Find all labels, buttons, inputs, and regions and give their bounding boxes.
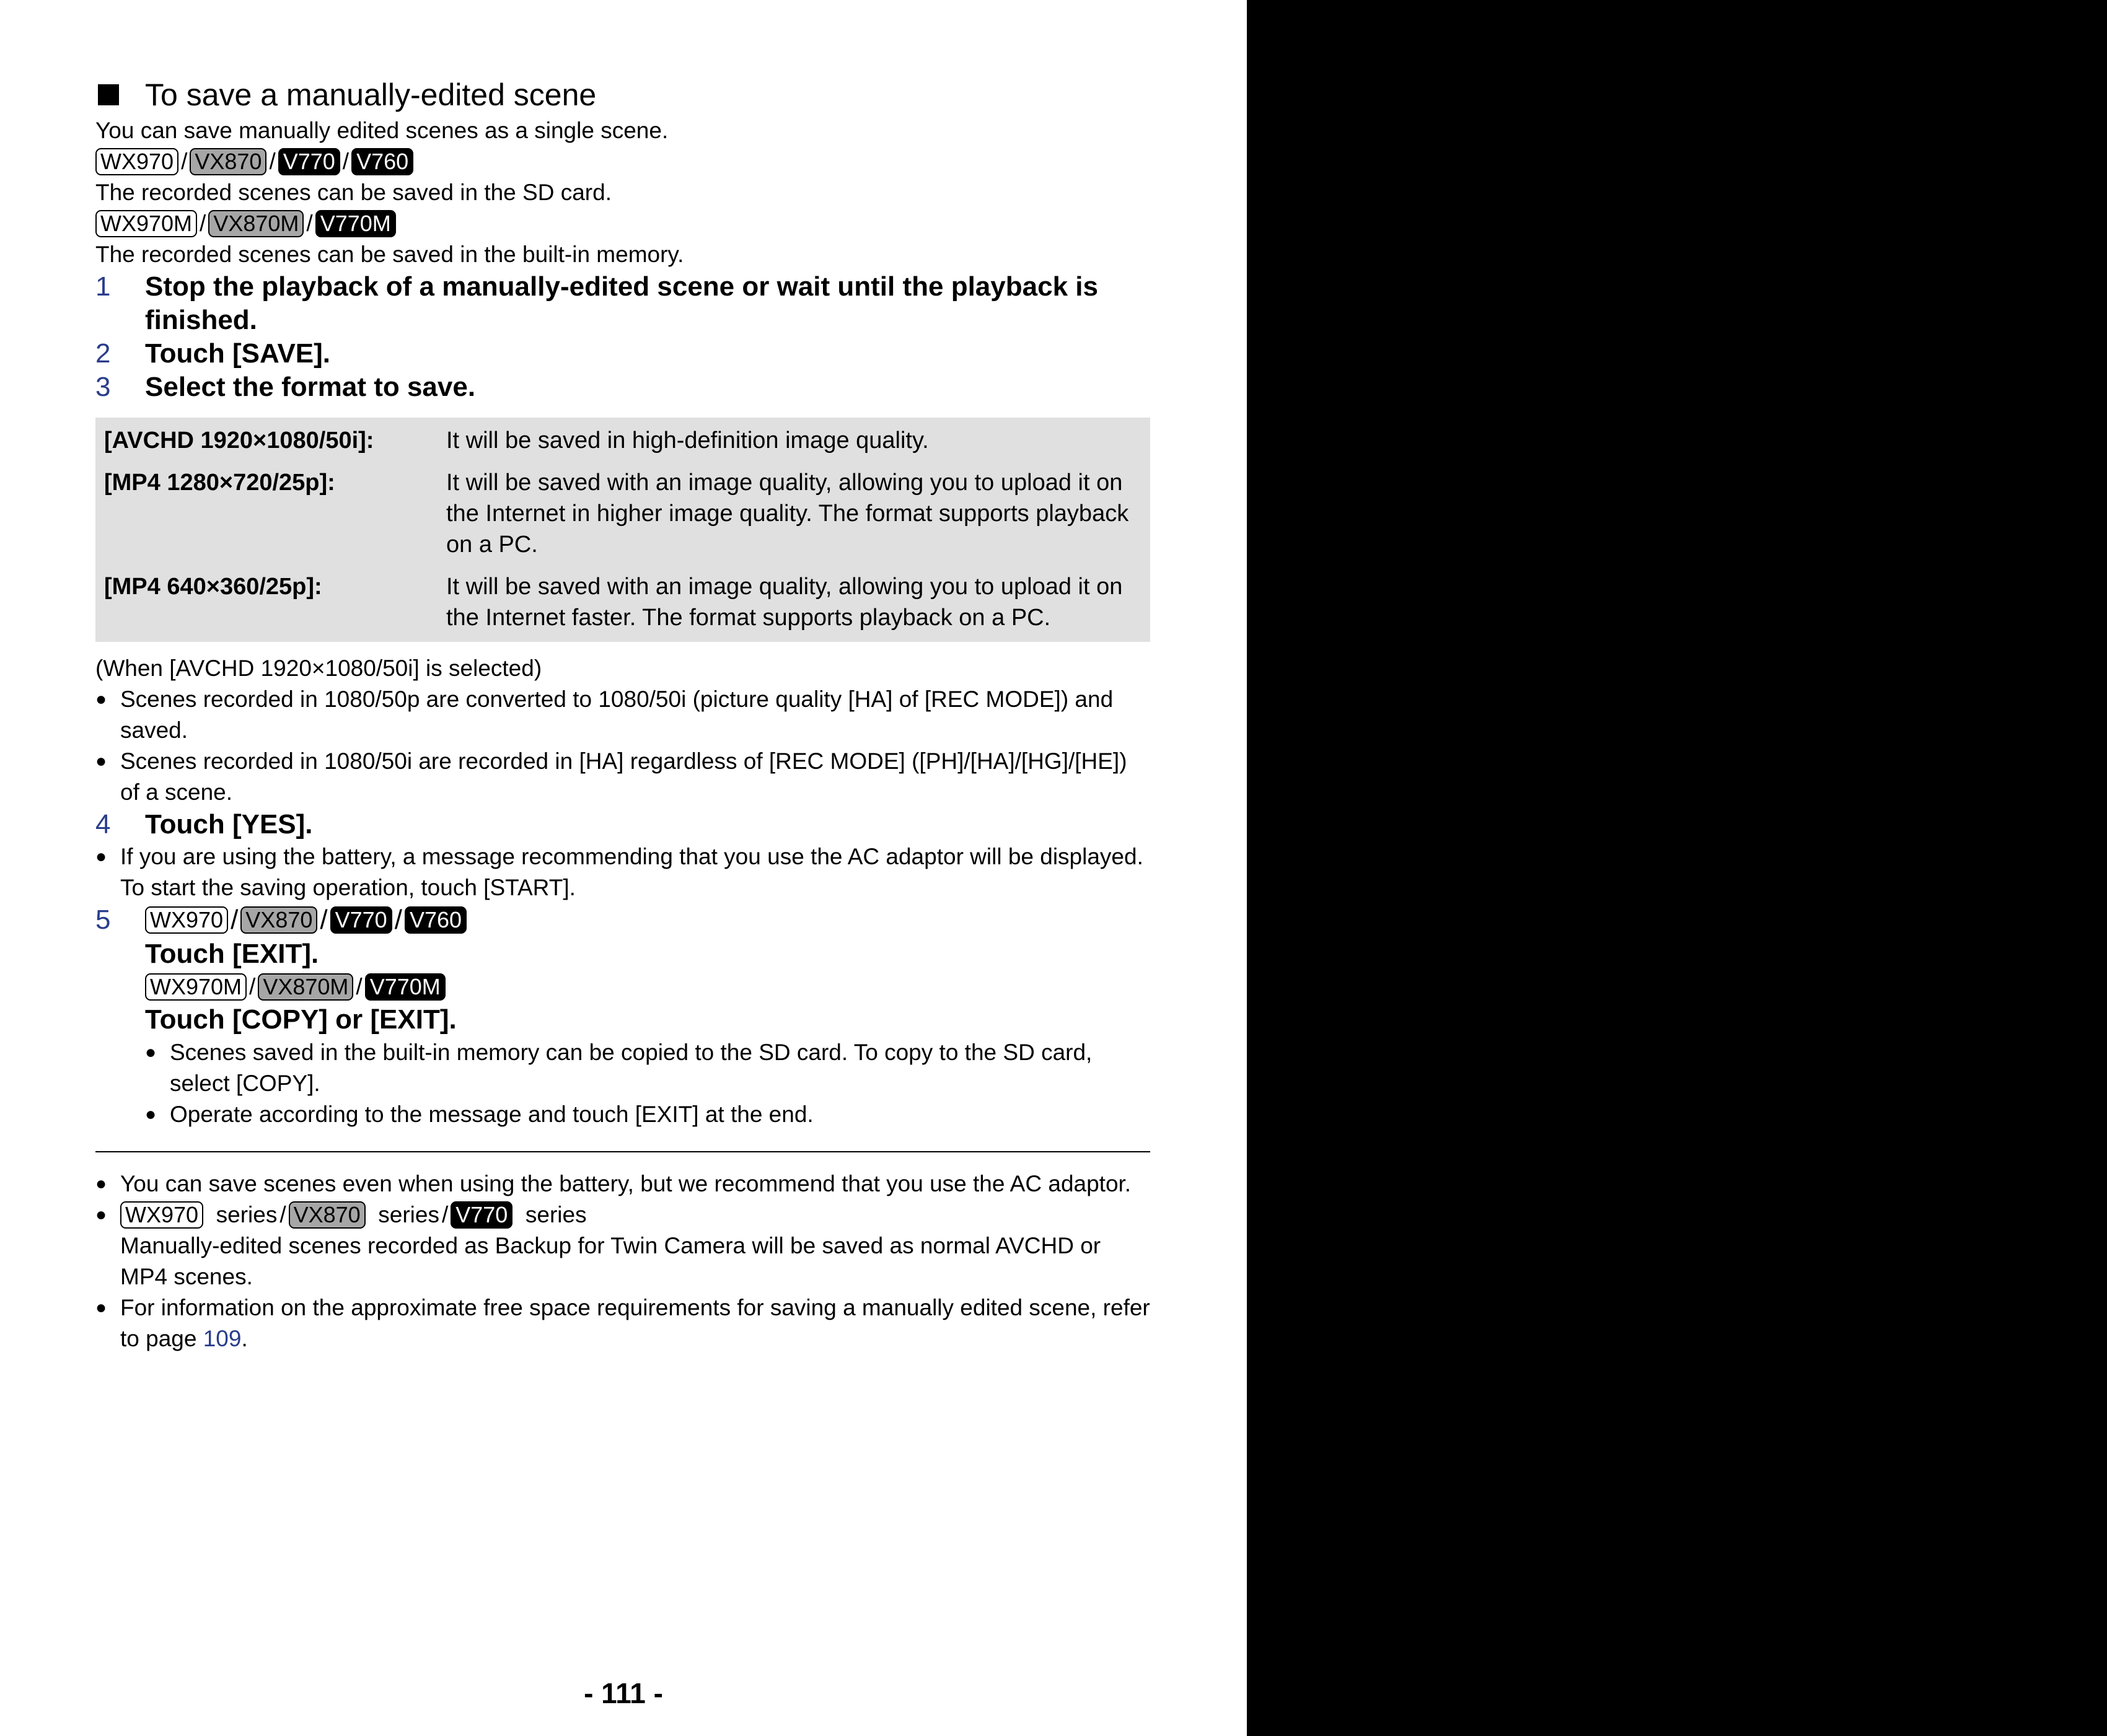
model-tag: VX870M bbox=[208, 210, 304, 237]
square-bullet-icon bbox=[98, 84, 119, 105]
intro-text: You can save manually edited scenes as a single scene. bbox=[95, 118, 669, 143]
format-desc: It will be saved with an image quality, allowing you to upload it on the Internet faster. The format supports playback on a PC. bbox=[446, 574, 1123, 631]
step-text: Touch [YES]. bbox=[145, 809, 313, 840]
step-2 bbox=[95, 337, 1150, 370]
bullet-text: Scenes recorded in 1080/50p are converted to 1080/50i (picture quality [HA] of [REC MODE]) and saved. bbox=[120, 686, 1114, 743]
model-tag: WX970 bbox=[95, 148, 178, 175]
model-tags-mem: WX970M / VX870M / V770M bbox=[95, 208, 1150, 239]
series-word: series bbox=[378, 1202, 439, 1227]
bullet-icon: ● bbox=[145, 1104, 157, 1124]
format-name: [AVCHD 1920×1080/50i]: bbox=[104, 427, 374, 454]
model-tag: VX870 bbox=[190, 148, 266, 175]
space-text: For information on the approximate free space requirements for saving a manually edited scene, refer to page bbox=[120, 1295, 1150, 1351]
step-number: 3 bbox=[95, 372, 111, 402]
step-text: Stop the playback of a manually-edited scene or wait until the playback is finished. bbox=[145, 271, 1098, 335]
step-number: 5 bbox=[95, 905, 111, 935]
memory-text: The recorded scenes can be saved in the built-in memory. bbox=[95, 242, 684, 267]
bullet-text: Scenes saved in the built-in memory can be copied to the SD card. To copy to the SD card, select [COPY]. bbox=[170, 1040, 1093, 1096]
model-tag: WX970M bbox=[95, 210, 197, 237]
bullet-icon: ● bbox=[145, 1042, 157, 1063]
model-tag: V770 bbox=[330, 906, 392, 934]
bullet-icon: ● bbox=[95, 689, 107, 709]
section-title: To save a manually-edited scene bbox=[145, 77, 597, 112]
format-row bbox=[95, 467, 1150, 560]
model-tag: V770 bbox=[278, 148, 340, 175]
model-tag: VX870 bbox=[289, 1201, 366, 1229]
section-heading bbox=[95, 74, 1150, 115]
bullet-text: Operate according to the message and touch [EXIT] at the end. bbox=[170, 1102, 814, 1127]
model-tag: WX970M bbox=[145, 973, 247, 1001]
list-item bbox=[95, 746, 1150, 808]
model-tags-sd: WX970 / VX870 / V770 / V760 bbox=[95, 146, 1150, 177]
step-4 bbox=[95, 808, 1150, 841]
step-5 bbox=[95, 903, 1150, 937]
model-tags-step5-sd: WX970 / VX870 / V770 / V760 bbox=[145, 905, 1150, 936]
model-tag: V770 bbox=[451, 1201, 512, 1229]
format-name: [MP4 1280×720/25p]: bbox=[104, 470, 335, 496]
space-note bbox=[120, 1292, 1150, 1354]
bullet-icon: ● bbox=[95, 1173, 107, 1194]
model-tag: WX970 bbox=[120, 1201, 203, 1229]
model-tag: V770M bbox=[315, 210, 396, 237]
step-text: Touch [SAVE]. bbox=[145, 338, 331, 369]
model-tag: VX870M bbox=[258, 973, 353, 1001]
bullet-icon: ● bbox=[95, 1204, 107, 1225]
bullet-text: Scenes recorded in 1080/50i are recorded in [HA] regardless of [REC MODE] ([PH]/[HA]/[HG]/[HE]) of a scene. bbox=[120, 748, 1127, 805]
page-link[interactable]: 109 bbox=[203, 1326, 242, 1351]
model-tag: V770M bbox=[365, 973, 446, 1001]
step-text: Select the format to save. bbox=[145, 372, 476, 402]
bullet-icon: ● bbox=[95, 751, 107, 771]
model-tag: V760 bbox=[351, 148, 413, 175]
step-number: 1 bbox=[95, 271, 111, 302]
step5-mem-action: Touch [COPY] or [EXIT]. bbox=[145, 1004, 457, 1035]
list-item bbox=[145, 1037, 1150, 1099]
model-tag: WX970 bbox=[145, 906, 228, 934]
format-desc: It will be saved in high-definition image quality. bbox=[446, 427, 929, 454]
format-name: [MP4 640×360/25p]: bbox=[104, 574, 322, 600]
format-table bbox=[95, 418, 1150, 642]
notes-divider bbox=[95, 1151, 1150, 1152]
list-item bbox=[95, 1292, 1150, 1354]
sd-card-text: The recorded scenes can be saved in the SD card. bbox=[95, 180, 612, 205]
series-word: series bbox=[525, 1202, 587, 1227]
series-note bbox=[120, 1199, 1150, 1292]
format-row bbox=[95, 425, 1150, 456]
model-tag: VX870 bbox=[240, 906, 317, 934]
step-1 bbox=[95, 270, 1150, 337]
list-item bbox=[95, 841, 1150, 903]
page-number: - 111 - bbox=[584, 1677, 663, 1709]
bullet-text: If you are using the battery, a message recommending that you use the AC adaptor will be displayed. To start the saving operation, touch [START]. bbox=[120, 844, 1143, 900]
step-number: 4 bbox=[95, 809, 111, 840]
format-desc: It will be saved with an image quality, allowing you to upload it on the Internet in higher image quality. The format supports playback on a PC. bbox=[446, 470, 1129, 558]
model-tag: V760 bbox=[405, 906, 467, 934]
step-3 bbox=[95, 370, 1150, 404]
avchd-note: (When [AVCHD 1920×1080/50i] is selected) bbox=[95, 655, 542, 681]
list-item bbox=[95, 684, 1150, 746]
list-item bbox=[95, 1199, 1150, 1292]
series-text: Manually-edited scenes recorded as Backup for Twin Camera will be saved as normal AVCHD or MP4 scenes. bbox=[120, 1233, 1101, 1289]
page-content bbox=[95, 74, 1150, 1354]
bullet-text: You can save scenes even when using the battery, but we recommend that you use the AC adaptor. bbox=[120, 1171, 1132, 1196]
series-word: series bbox=[216, 1202, 278, 1227]
list-item bbox=[145, 1099, 1150, 1130]
format-row bbox=[95, 571, 1150, 633]
bullet-icon: ● bbox=[95, 846, 107, 867]
model-tags-step5-mem: WX970M / VX870M / V770M bbox=[145, 971, 1150, 1002]
list-item bbox=[95, 1168, 1150, 1199]
bullet-icon: ● bbox=[95, 1297, 107, 1318]
series-tags: WX970 series / VX870 series / V770 series bbox=[120, 1199, 587, 1230]
step5-sd-action: Touch [EXIT]. bbox=[145, 939, 319, 969]
space-suffix: . bbox=[241, 1326, 248, 1351]
step-number: 2 bbox=[95, 338, 111, 369]
